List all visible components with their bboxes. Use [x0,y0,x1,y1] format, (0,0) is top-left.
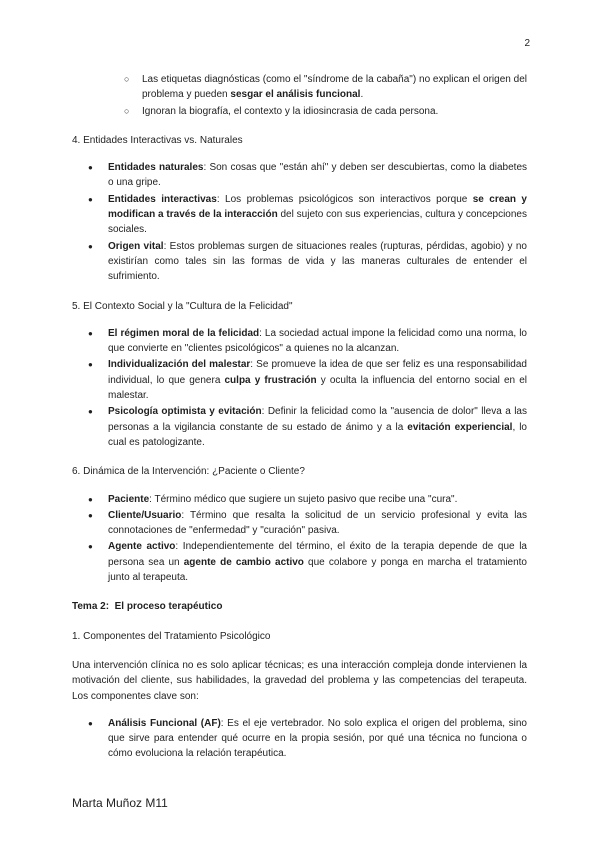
sub-list-item: ○ Las etiquetas diagnósticas (como el "síndrome de la cabaña") no explican el origen del problema y pueden sesgar el análisis funcional. [124,72,527,103]
list-item: ● Cliente/Usuario: Término que resalta la solicitud de un servicio profesional y evita las connotaciones de "enfermedad" y "curación" pasiva. [88,508,527,539]
document-body [72,72,527,762]
bullet-icon: ● [88,407,93,417]
bullet-icon: ● [88,718,93,728]
page-number: 2 [524,38,530,49]
list-item: ● Agente activo: Independientemente del término, el éxito de la terapia depende de que la persona sea un agente de cambio activo que colabore y ponga en marcha el tratamiento junto al terapeuta. [88,539,527,585]
section-heading: 1. Componentes del Tratamiento Psicológico [72,630,271,642]
topic-title: Tema 2: El proceso terapéutico [72,601,223,613]
bullet-icon: ● [88,360,93,370]
circle-bullet-icon: ○ [124,105,130,116]
section-heading: 5. El Contexto Social y la "Cultura de la Felicidad" [72,300,293,312]
footer-author: Marta Muñoz M11 [72,796,168,810]
list-item: ● Paciente: Término médico que sugiere un sujeto pasivo que recibe una "cura". [88,492,527,507]
circle-bullet-icon: ○ [124,74,130,84]
list-item: ● Análisis Funcional (AF): Es el eje vertebrador. No solo explica el origen del problema, sino que sirve para entender qué ocurre en la propia sesión, por qué una técnica no funciona o cómo evoluciona la relación terapéutica. [88,716,527,762]
bullet-icon: ● [88,194,93,204]
bullet-icon: ● [88,241,93,251]
list-item: ● Psicología optimista y evitación: Definir la felicidad como la "ausencia de dolor" lleva a las personas a la vigilancia constante de su estado de ánimo y a la evitación experiencial, lo cual es patologizante. [88,404,527,450]
sub-list-item: ○ Ignoran la biografía, el contexto y la idiosincrasia de cada persona. [124,104,527,119]
bullet-icon: ● [88,542,93,552]
list-item: ● Entidades naturales: Son cosas que "están ahí" y deben ser descubiertas, como la diabetes o una gripe. [88,160,527,191]
list-item: ● Individualización del malestar: Se promueve la idea de que ser feliz es una responsabilidad individual, lo que genera culpa y frustración y oculta la influencia del entorno social en el malestar. [88,357,527,403]
bullet-icon: ● [88,494,93,504]
section-heading: 4. Entidades Interactivas vs. Naturales [72,134,243,146]
bullet-icon: ● [88,328,93,338]
list-item: ● El régimen moral de la felicidad: La sociedad actual impone la felicidad como una norma, lo que convierte en "clientes psicológicos" a quienes no la alcanzan. [88,326,527,357]
paragraph: Una intervención clínica no es solo aplicar técnicas; es una interacción compleja donde intervienen la motivación del cliente, sus habilidades, la gravedad del problema y las competencias del terapeuta. Los componentes clave son: [72,659,527,702]
section-heading: 6. Dinámica de la Intervención: ¿Paciente o Cliente? [72,466,305,478]
list-item: ● Entidades interactivas: Los problemas psicológicos son interactivos porque se crean y modifican a través de la interacción del sujeto con sus experiencias, cultura y concepciones sociales. [88,192,527,238]
bullet-icon: ● [88,510,93,520]
bullet-icon: ● [88,163,93,173]
list-item: ● Origen vital: Estos problemas surgen de situaciones reales (rupturas, pérdidas, agobio) y no existirían como tales sin las formas de vida y las maneras culturales de entender el sufrimiento. [88,239,527,285]
